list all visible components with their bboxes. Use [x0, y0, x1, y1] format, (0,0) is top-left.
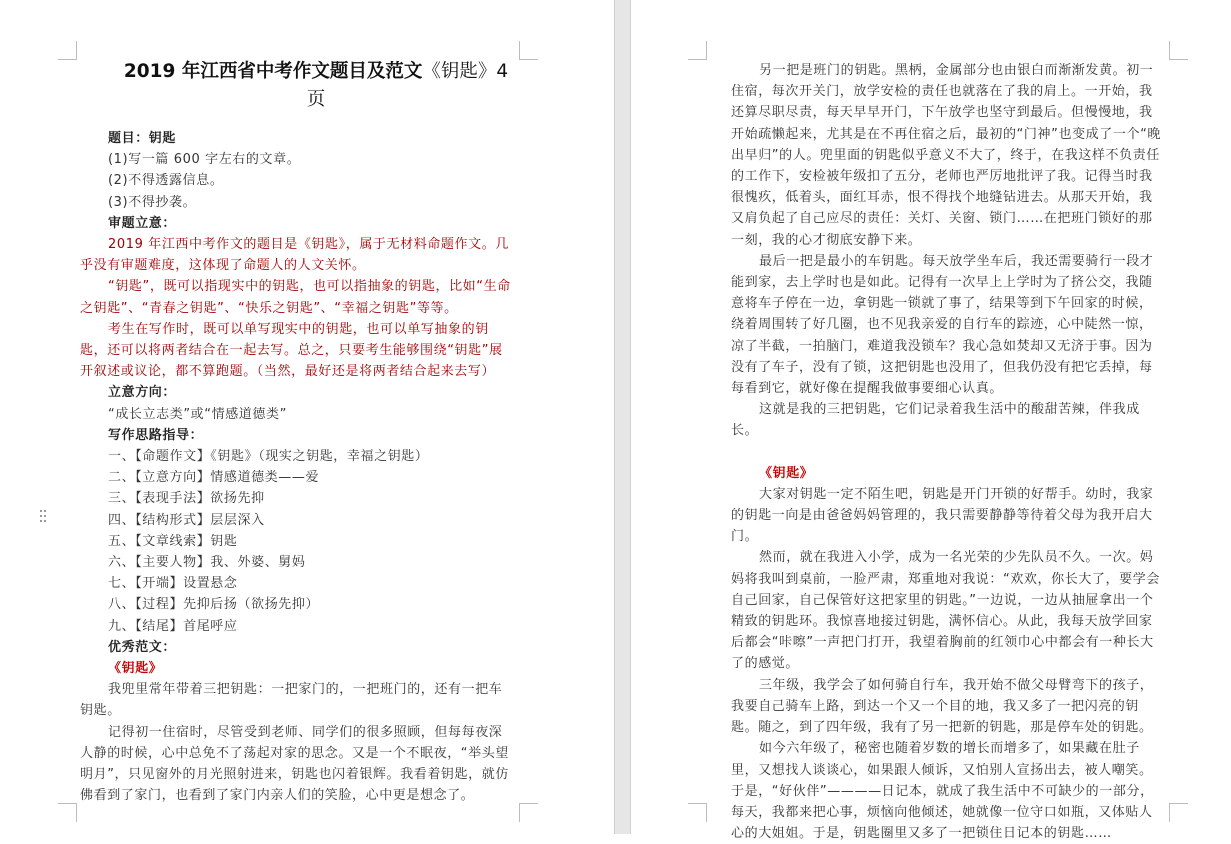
guide-item: 八、【过程】先抑后扬（欲扬先抑）: [108, 597, 320, 613]
requirement-item: (1)写一篇 600 字左右的文章。: [108, 152, 301, 168]
essay-title: 《钥匙》: [759, 465, 814, 481]
essay-paragraph: 三年级，我学会了如何骑自行车，我开始不做父母臂弯下的孩子，我要自己骑车上路，到达一个又一个目的地，我又多了一把闪亮的钥匙。随之，到了四年级，我有了另一把新的钥匙，那是停车处的钥匙。: [731, 677, 1154, 736]
blank-line: [731, 442, 1165, 463]
essay-paragraph: 然而，就在我进入小学，成为一名光荣的少先队员不久。一次。妈妈将我叫到桌前，一脸严肃，郑重地对我说：“欢欢，你长大了，要学会自己回家，自己保管好这把家里的钥匙。”一边说，一边从抽屉拿出一个精致的钥匙环。我惊喜地接过钥匙，满怀信心。从此，我每天放学回家后都会“咔嚓”一声把门打开，我望着胸前的红领巾心中都会有一种长大了的感觉。: [731, 550, 1160, 672]
requirement-item: (3)不得抄袭。: [108, 194, 197, 210]
title-normal-text: 《钥匙》4 页: [306, 61, 509, 110]
essay-paragraph: 如今六年级了，秘密也随着岁数的增长而增多了，如果藏在肚子里，又想找人谈谈心，如果跟人倾诉，又怕别人宣扬出去，被人嘲笑。于是，“好伙伴”————日记本，就成了我生活中不可缺少的一部分，每天，我都来把心事，烦恼向他倾述，她就像一位守口如瓶，又体贴人心的大姐姐。于是，钥匙圈里又多了一把锁住日记本的钥匙……: [731, 741, 1154, 842]
margin-corner-bottom-right: [1169, 803, 1188, 822]
essay-title: 《钥匙》: [108, 661, 163, 677]
essay-paragraph: 最后一把是最小的车钥匙。每天放学坐车后，我还需要骑行一段才能到家，去上学时也是如此。记得有一次早上上学时为了挤公交，我随意将车子停在一边，拿钥匙一锁就了事了，结果等到下午回家的时候，绕着周围转了好几圈，也不见我亲爱的自行车的踪迹，心中陡然一惊，凉了半截，一拍脑门，难道我没锁车？我心急如焚却又无济于事。因为没有了车子，没有了锁，这把钥匙也没用了，但我仍没有把它丢掉，每每看到它，就好像在提醒我做事要细心认真。: [731, 253, 1154, 397]
margin-corner-top-left: [58, 41, 77, 60]
analysis-paragraph: 2019 年江西中考作文的题目是《钥匙》，属于无材料命题作文。几乎没有审题难度，这体现了命题人的人文关怀。: [80, 237, 509, 274]
paragraph-drag-handle[interactable]: [40, 510, 48, 526]
guide-item: 六、【主要人物】我、外婆、舅妈: [108, 555, 306, 571]
margin-corner-bottom-right: [519, 803, 538, 822]
margin-corner-top-right: [1169, 41, 1188, 60]
essay-paragraph: 大家对钥匙一定不陌生吧，钥匙是开门开锁的好帮手。幼时，我家的钥匙一向是由爸爸妈妈管理的，我只需要静静等待着父母为我开启大门。: [731, 486, 1154, 545]
document-page-right: [631, 0, 1231, 842]
essay-paragraph: 另一把是班门的钥匙。黑柄，金属部分也由银白而渐渐发黄。初一住宿，每次开关门，放学安检的责任也就落在了我的肩上。一开始，我还算尽职尽责，每天早早开门，下午放学也坚守到最后。但慢慢地，我开始疏懒起来，尤其是在不再住宿之后，最初的“门神”也变成了一个“晚出早归”的人。兜里面的钥匙似乎意义不大了，终于，在我这样不负责任的工作下，安检被年级扣了五分，老师也严厉地批评了我。记得当时我很愧疚，低着头，面红耳赤，恨不得找个地缝钻进去。从那天开始，我又肩负起了自己应尽的责任：关灯、关窗、锁门……在把班门锁好的那一刻，我的心才彻底安静下来。: [731, 63, 1162, 248]
guide-item: 七、【开端】设置悬念: [108, 576, 238, 592]
sample-essay-label: 优秀范文：: [108, 639, 177, 655]
page-title: [80, 58, 512, 114]
analysis-label: 审题立意：: [108, 215, 177, 231]
analysis-paragraph: 考生在写作时，既可以单写现实中的钥匙，也可以单写抽象的钥匙，还可以将两者结合在一起去写。总之，只要考生能够围绕“钥匙”展开叙述或议论，都不算跑题。（当然，最好还是将两者结合起来去写）: [80, 321, 503, 380]
direction-label: 立意方向：: [108, 385, 177, 401]
right-page-content: [731, 60, 1165, 844]
guide-item: 三、【表现手法】欲扬先抑: [108, 491, 265, 507]
analysis-paragraph: “钥匙”，既可以指现实中的钥匙，也可以指抽象的钥匙，比如“生命之钥匙”、“青春之钥匙”、“快乐之钥匙”、“幸福之钥匙”等等。: [80, 279, 511, 316]
left-page-content: [80, 58, 512, 807]
margin-corner-bottom-left: [58, 803, 77, 822]
margin-corner-top-left: [688, 41, 707, 60]
guide-item: 二、【立意方向】情感道德类——爱: [108, 470, 320, 486]
essay-paragraph: 这就是我的三把钥匙，它们记录着我生活中的酸甜苦辣，伴我成长。: [731, 402, 1140, 439]
guide-item: 九、【结尾】首尾呼应: [108, 618, 238, 634]
page-gap: [614, 0, 631, 834]
requirement-item: (2)不得透露信息。: [108, 173, 224, 189]
margin-corner-bottom-left: [688, 803, 707, 822]
document-page-left: [0, 0, 614, 834]
topic-label: 题目：钥匙: [108, 131, 177, 146]
direction-text: “成长立志类”或“情感道德类”: [108, 406, 287, 422]
guide-item: 五、【文章线索】钥匙: [108, 533, 238, 549]
guide-label: 写作思路指导：: [108, 427, 204, 443]
essay-paragraph: 记得初一住宿时，尽管受到老师、同学们的很多照顾，但每每夜深人静的时候，心中总免不了荡起对家的思念。又是一个不眠夜，“举头望明月”，只见窗外的月光照射进来，钥匙也闪着银辉。我看着钥匙，就仿佛看到了家门，也看到了家门内亲人们的笑脸，心中更是想念了。: [80, 724, 509, 804]
title-bold-text: 2019 年江西省中考作文题目及范文: [123, 61, 423, 82]
essay-paragraph: 我兜里常年带着三把钥匙：一把家门的，一把班门的，还有一把车钥匙。: [80, 682, 503, 719]
guide-item: 四、【结构形式】层层深入: [108, 512, 265, 528]
guide-item: 一、【命题作文】《钥匙》（现实之钥匙，幸福之钥匙）: [108, 449, 429, 465]
margin-corner-top-right: [519, 41, 538, 60]
